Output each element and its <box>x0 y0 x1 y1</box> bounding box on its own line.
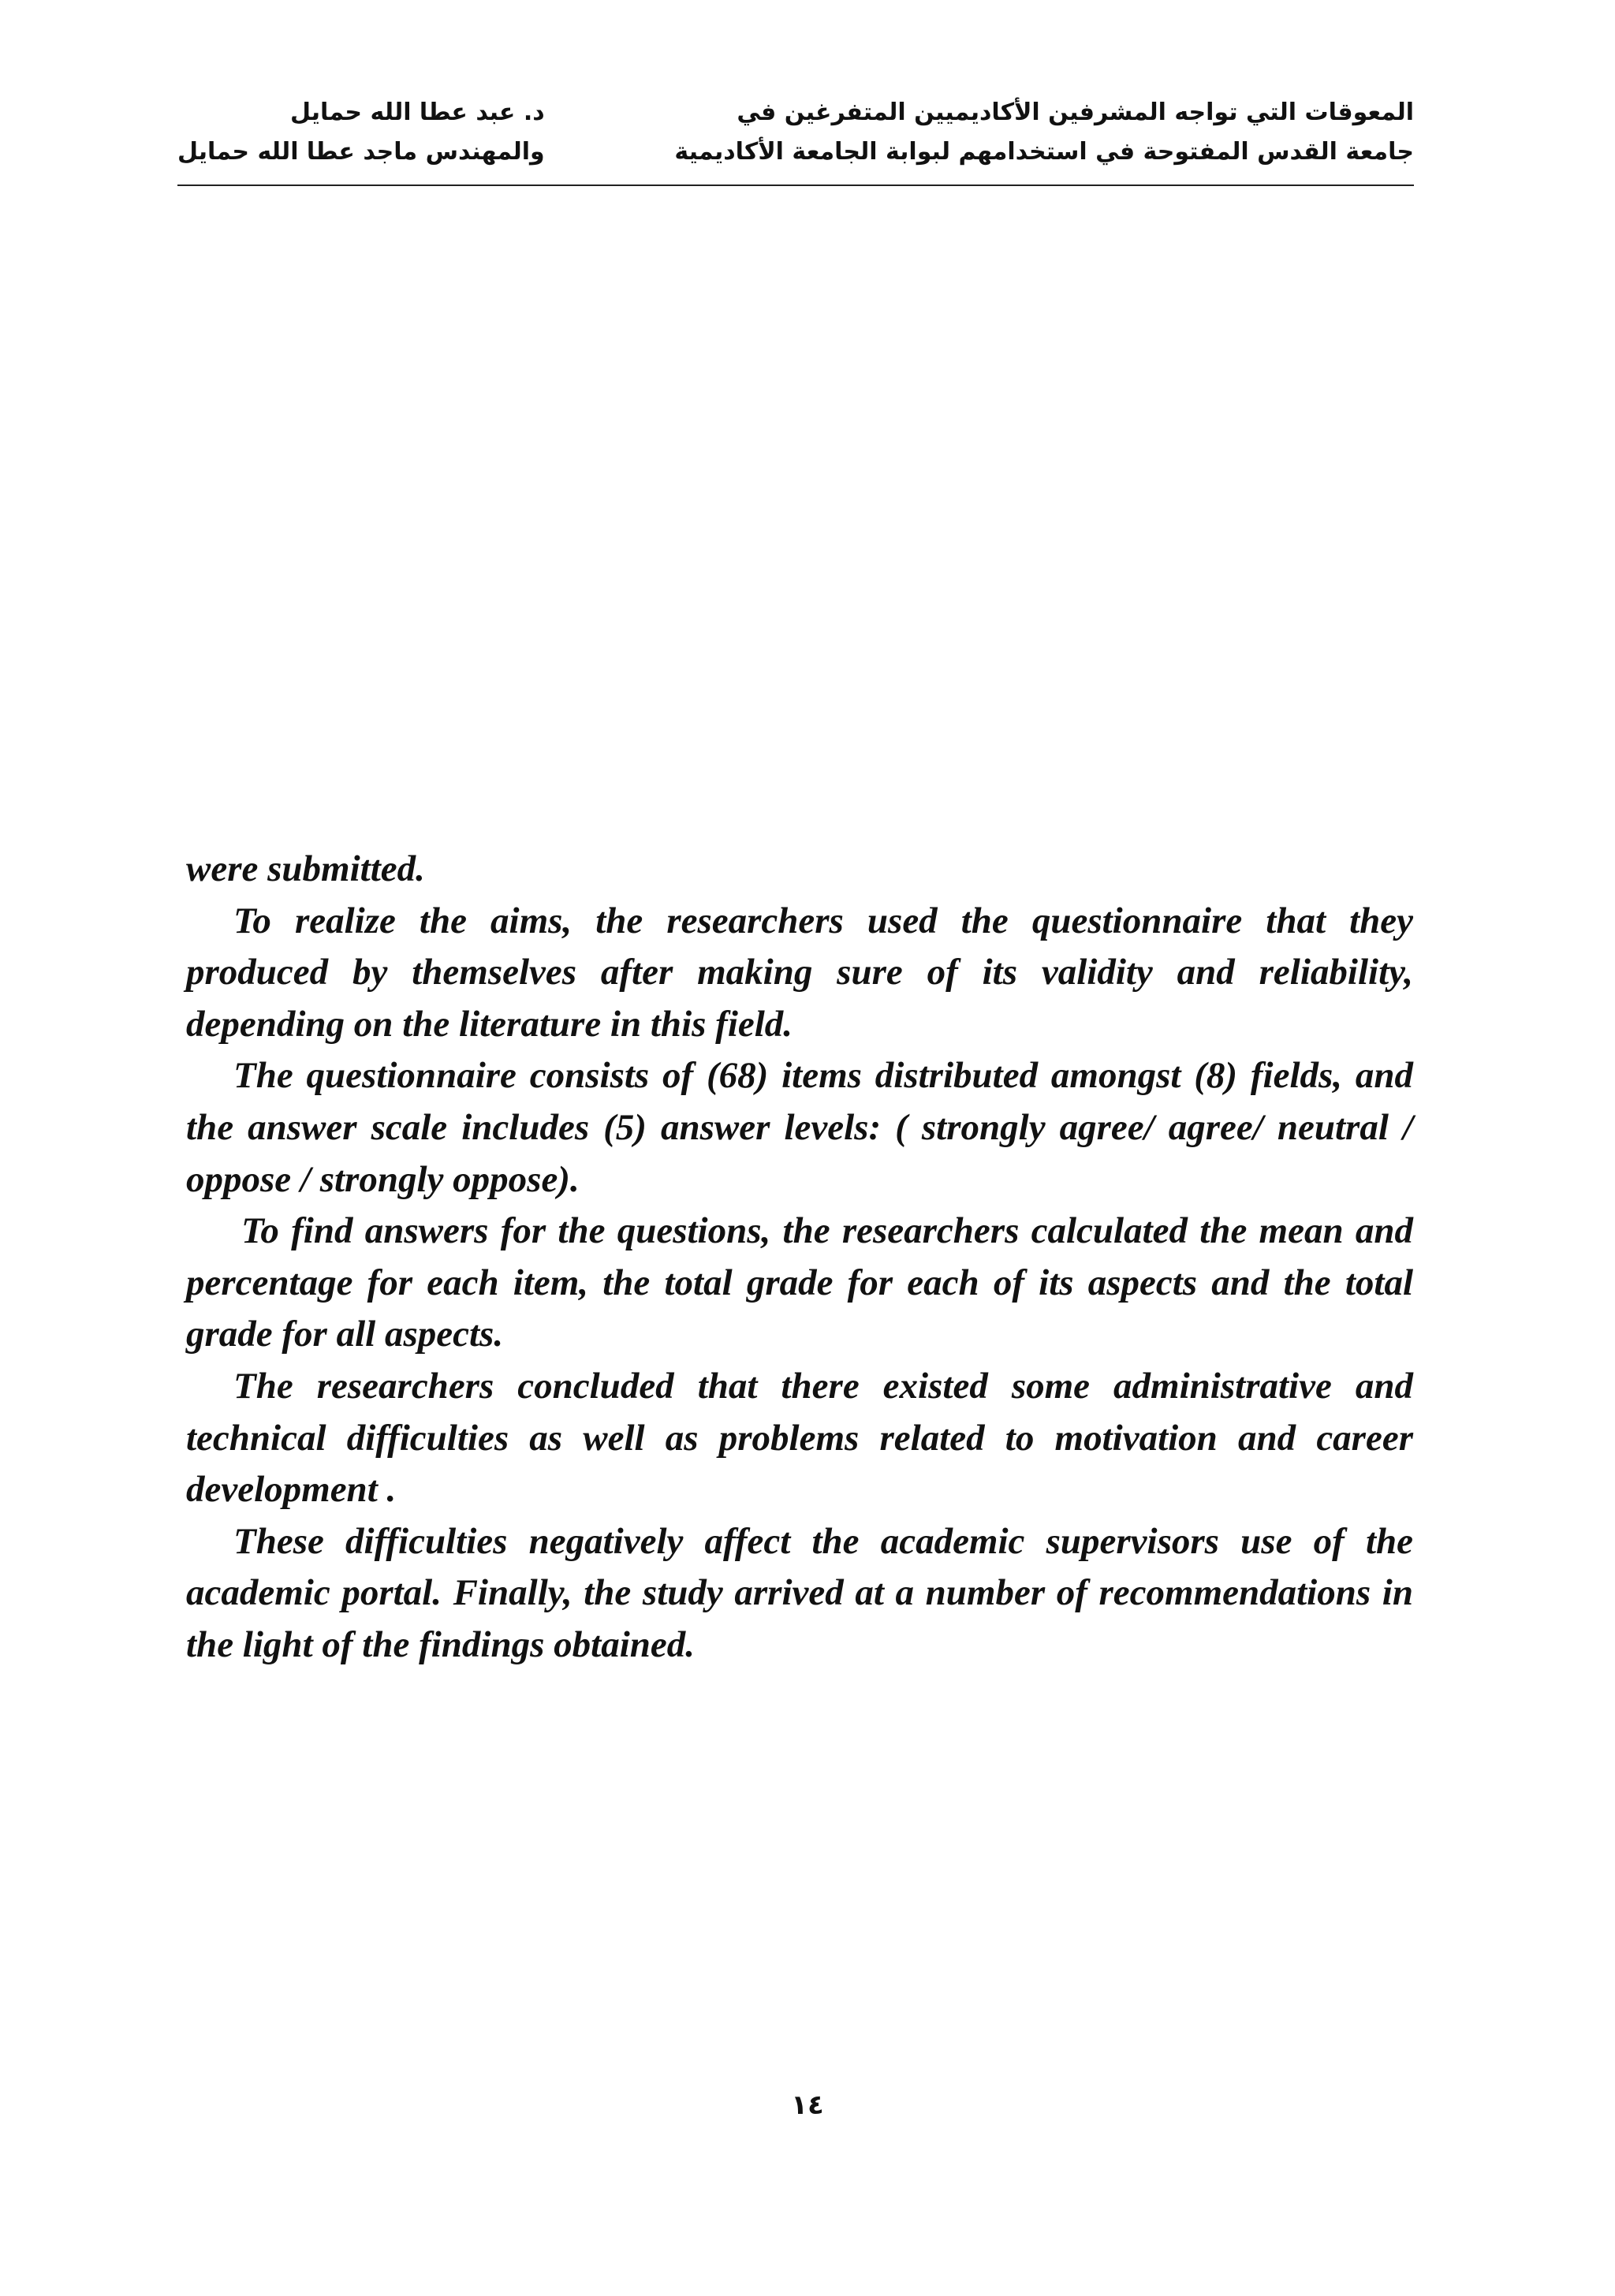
running-title-line-1: المعوقات التي تواجه المشرفين الأكاديميين المتفرغين في <box>737 99 1414 126</box>
abstract-body <box>186 844 1413 1672</box>
running-authors <box>177 93 545 172</box>
running-header <box>177 93 1414 188</box>
abstract-paragraph: The questionnaire consists of (68) items distributed amongst (8) fields, and the answer scale includes (5) answer levels: ( strongly agree/ agree/ neutral / oppose / strongly oppose). <box>186 1055 1413 1200</box>
running-title-line-2: جامعة القدس المفتوحة في استخدامهم لبوابة الجامعة الأكاديمية <box>674 138 1414 166</box>
page-number: ١٤ <box>791 2089 824 2121</box>
running-author-line-2: والمهندس ماجد عطا الله حمايل <box>177 138 545 166</box>
running-title <box>674 93 1414 172</box>
abstract-paragraph: were submitted. <box>186 848 425 889</box>
running-author-line-1: د. عبد عطا الله حمايل <box>290 99 545 126</box>
abstract-paragraph: To realize the aims, the researchers used the questionnaire that they produced by themselves after making sure of its validity and reliability, depending on the literature in this field. <box>186 900 1413 1045</box>
header-rule <box>177 184 1414 186</box>
abstract-paragraph: The researchers concluded that there existed some administrative and technical difficulties as well as problems related to motivation and career development . <box>186 1365 1413 1511</box>
abstract-paragraph: To find answers for the questions, the researchers calculated the mean and percentage for each item, the total grade for each of its aspects and the total grade for all aspects. <box>186 1210 1413 1355</box>
abstract-paragraph: These difficulties negatively affect the academic supervisors use of the academic portal. Finally, the study arrived at a number of recommendations in the light of the findings obtained. <box>186 1520 1413 1665</box>
